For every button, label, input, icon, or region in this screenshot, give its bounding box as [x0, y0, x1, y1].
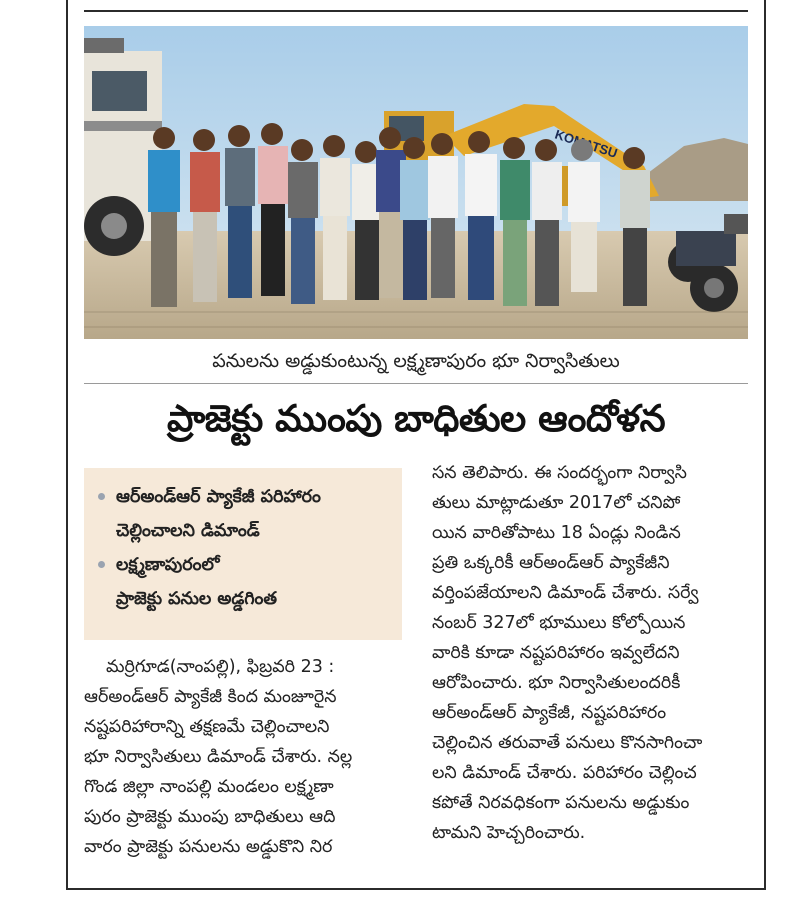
highlight-item-1	[98, 480, 392, 548]
article-line: నష్టపరిహారాన్ని తక్షణమే చెల్లించాలని	[84, 717, 330, 737]
article-line: సన తెలిపారు. ఈ సందర్భంగా నిర్వాసి	[432, 463, 687, 483]
article-line: నంబర్ 327లో భూములు కోల్పోయిన	[432, 613, 686, 633]
article-line: చెల్లించిన తరువాతే పనులు కొనసాగించా	[432, 733, 703, 753]
article-line: తులు మాట్లాడుతూ 2017లో చనిపో	[432, 493, 681, 513]
bullet-dot-icon	[98, 561, 105, 568]
article-column-left	[84, 652, 404, 862]
highlight-line: ప్రాజెక్టు పనుల అడ్డగింత	[116, 589, 278, 609]
article-line: పురం ప్రాజెక్టు ముంపు బాధితులు ఆది	[84, 807, 336, 827]
article-line: లని డిమాండ్ చేశారు. పరిహారం చెల్లించ	[432, 763, 697, 783]
article-line: ఆరోపించారు. భూ నిర్వాసితులందరికీ	[432, 673, 681, 693]
article-line: కపోతే నిరవధికంగా పనులను అడ్డుకుం	[432, 793, 690, 813]
article-line: మర్రిగూడ(నాంపల్లి), ఫిబ్రవరి 23 :	[106, 657, 335, 677]
bullet-dot-icon	[98, 493, 105, 500]
article-line: భూ నిర్వాసితులు డిమాండ్ చేశారు. నల్ల	[84, 747, 353, 767]
article-line: ప్రతి ఒక్కరికీ ఆర్‌అండ్‌ఆర్ ప్యాకేజీని	[432, 553, 670, 573]
article-line: వర్తింపజేయాలని డిమాండ్ చేశారు. సర్వే	[432, 583, 699, 603]
headline: ప్రాజెక్టు ముంపు బాధితుల ఆందోళన	[84, 383, 748, 454]
photo-caption: పనులను అడ్డుకుంటున్న లక్ష్మణాపురం భూ నిర్వాసితులు	[212, 350, 620, 372]
highlight-line: లక్ష్మణాపురంలో	[116, 555, 220, 575]
article-line: యిన వారితోపాటు 18 ఏండ్లు నిండిన	[432, 523, 681, 543]
article-line: ఆర్‌అండ్‌ఆర్ ప్యాకేజీ కింద మంజూరైన	[84, 687, 337, 707]
article-line: వారికి కూడా నష్టపరిహారం ఇవ్వలేదని	[432, 643, 680, 663]
highlight-item-2	[98, 548, 392, 616]
truck	[84, 38, 162, 256]
article-line: టామని హెచ్చరించారు.	[432, 823, 586, 843]
article-column-right	[432, 458, 750, 848]
news-photo	[84, 26, 748, 339]
article-line: ఆర్‌అండ్‌ఆర్ ప్యాకేజీ, నష్టపరిహారం	[432, 703, 667, 723]
article-line: గొండ జిల్లా నాంపల్లి మండలం లక్ష్మణా	[84, 777, 334, 797]
highlight-line: చెల్లించాలని డిమాండ్	[116, 521, 260, 541]
highlight-line: ఆర్‌అండ్‌ఆర్ ప్యాకేజీ పరిహారం	[116, 487, 321, 507]
highlights-box	[84, 468, 402, 640]
article-line: వారం ప్రాజెక్టు పనులను అడ్డుకొని నిర	[84, 837, 333, 857]
photo-illustration	[84, 26, 748, 339]
